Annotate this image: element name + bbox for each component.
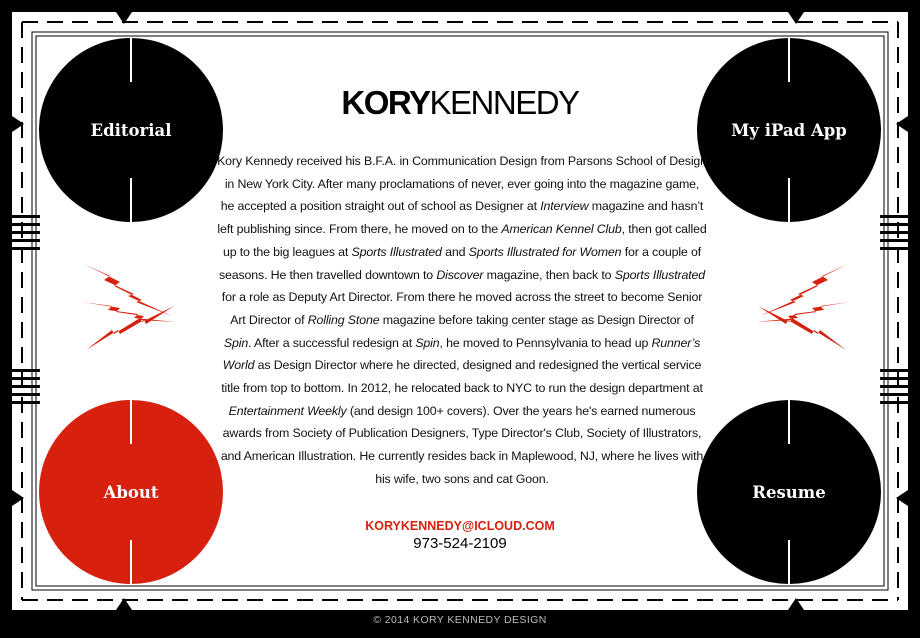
bio-segment: magazine before taking center stage as Design Director of (379, 312, 694, 327)
site-logo[interactable] (333, 86, 587, 119)
bio-segment: for a couple of seasons. He then travelled downtown to (218, 244, 701, 282)
bio-italic-title: Runner’s World (222, 335, 701, 373)
bio-italic-title: Interview (540, 199, 589, 214)
bio-italic-title: American Kennel Club (501, 222, 622, 237)
bio-italic-title: Spin (223, 335, 249, 350)
page-card (12, 12, 908, 610)
email-link[interactable]: KORYKENNEDY@ICLOUD.COM (365, 519, 555, 533)
bio-segment: magazine and hasn’t left publishing since. From there, he moved on to the (217, 199, 704, 237)
ipad-app-button[interactable] (697, 38, 881, 222)
logo-bold: KORY (341, 84, 430, 121)
bio-text (217, 150, 707, 491)
bio-segment: Kory Kennedy received his B.F.A. in Communication Design from Parsons School of Design in New York City. After many proclamations of never, ever going into the magazine game, he accepted a position straight out of school as Designer at (217, 154, 707, 214)
about-button[interactable] (39, 400, 223, 584)
bio-italic-title: Discover (436, 267, 484, 282)
bio-segment: for a role as Deputy Art Director. From there he moved across the street to become Senior Art Director of (221, 290, 703, 327)
editorial-label: Editorial (90, 120, 172, 140)
about-label: About (103, 482, 159, 502)
lightning-bolts-icon (80, 260, 180, 356)
bio-italic-title: Sports Illustrated (351, 244, 442, 259)
bio-italic-title: Spin (415, 335, 440, 350)
bio-italic-title: Entertainment Weekly (228, 403, 347, 418)
editorial-button[interactable] (39, 38, 223, 222)
resume-label: Resume (752, 482, 826, 502)
bio-segment: , then got called up to the big leagues at (222, 222, 707, 259)
lightning-bolts-icon (752, 260, 852, 356)
logo-light: KENNEDY (429, 84, 579, 121)
bio-italic-title: Sports Illustrated (614, 267, 705, 282)
bio-segment: and (441, 244, 469, 259)
phone-number: 973-524-2109 (413, 535, 507, 552)
bio-italic-title: Sports Illustrated for Women (468, 244, 622, 259)
bio-segment: (and design 100+ covers). Over the years he's earned numerous awards from Society of Publication Designers, Type Director's Club, Society of Illustrators, and American Illustration. He currently resides back in Maplewood, NJ, where he lives with his wife, two sons and cat Goon. (220, 403, 704, 486)
bio-segment: as Design Director where he directed, designed and redesigned the vertical service title from top to bottom. In 2012, he relocated back to NYC to run the design department at (221, 358, 703, 396)
ipad-app-label: My iPad App (731, 120, 847, 140)
bio-segment: magazine, then back to (483, 267, 615, 282)
resume-button[interactable] (697, 400, 881, 584)
footer-copyright: © 2014 KORY KENNEDY DESIGN (373, 614, 547, 626)
bio-segment: . After a successful redesign at (248, 335, 416, 350)
bio-italic-title: Rolling Stone (307, 312, 380, 327)
bio-segment: , he moved to Pennsylvania to head up (439, 335, 652, 350)
